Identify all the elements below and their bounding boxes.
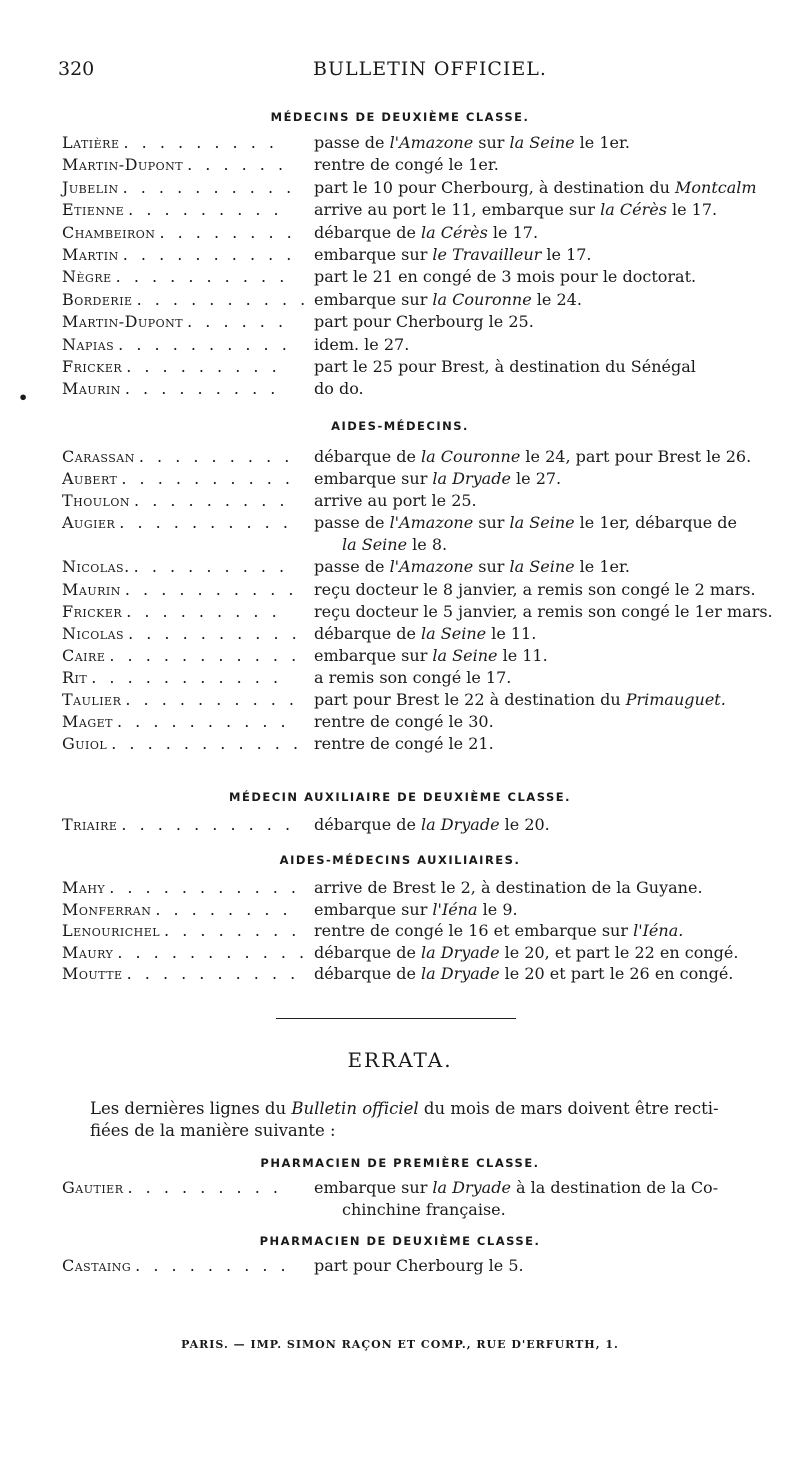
ship-name: la Dryade xyxy=(421,964,500,983)
entry-name: Augier xyxy=(62,513,116,533)
entry-name: Castaing xyxy=(62,1256,132,1275)
section-heading: MÉDECINS DE DEUXIÈME CLASSE. xyxy=(270,110,530,124)
entry-name: Monferran xyxy=(62,899,152,919)
entry-action: débarque de la Couronne le 24, part pour Brest le 26. xyxy=(314,447,752,466)
entry-action: arrive au port le 25. xyxy=(314,491,477,511)
entry-action: part le 21 en congé de 3 mois pour le doctorat. xyxy=(314,267,697,287)
ship-name: l'Iéna. xyxy=(633,921,684,940)
entry-name: Taulier xyxy=(62,690,122,709)
dot-leader: . . . . . . . . . xyxy=(138,447,294,466)
entry-action: part pour Cherbourg le 25. xyxy=(314,312,534,332)
entry-action: embarque sur la Dryade le 27. xyxy=(314,469,562,489)
dot-leader: . . . . . . . . . . . xyxy=(111,734,303,754)
errata-intro-line: Les dernières lignes du Bulletin officiel du mois de mars doivent être recti- xyxy=(90,1099,719,1118)
ship-name: la Dryade xyxy=(432,1178,511,1197)
entry-action: passe de l'Amazone sur la Seine le 1er, débarque de xyxy=(314,513,738,533)
entry-action: part le 25 pour Brest, à destination du Sénégal xyxy=(314,357,696,376)
entry-name: Chambeiron xyxy=(62,222,156,242)
entry-action: embarque sur le Travailleur le 17. xyxy=(314,245,592,264)
errata-intro xyxy=(90,1098,770,1142)
ship-name: la Seine xyxy=(509,133,575,152)
ship-name: Primauguet. xyxy=(625,690,726,709)
section-heading: AIDES-MÉDECINS. xyxy=(331,419,469,433)
entry-action: part pour Brest le 22 à destination du Primauguet. xyxy=(314,690,726,709)
dot-leader: . . . . . . . . . . xyxy=(115,267,289,287)
entry-name: Moutte xyxy=(62,964,123,983)
ship-name: l'Amazone xyxy=(389,557,474,577)
ship-name: Bulletin officiel xyxy=(291,1099,419,1118)
entry-action: débarque de la Dryade le 20, et part le 22 en congé. xyxy=(314,942,739,962)
entry-name: Nègre xyxy=(62,267,112,287)
dot-leader: . . . . . . xyxy=(187,312,288,332)
dot-leader: . . . . . . . . . . . xyxy=(91,667,283,687)
entry-name: Maurin xyxy=(62,379,121,399)
entry-name: Martin-Dupont xyxy=(62,312,184,332)
dot-leader: . . . . . . . . . . xyxy=(122,177,296,197)
entry-action: part pour Cherbourg le 5. xyxy=(314,1256,524,1275)
dot-leader: . . . . . . . . . . . xyxy=(117,942,309,962)
entry-name: Thoulon xyxy=(62,491,131,511)
entry-action: embarque sur la Seine le 11. xyxy=(314,645,548,665)
entry-name: Carassan xyxy=(62,447,135,466)
running-head xyxy=(58,58,760,88)
dot-leader: . . . . . . . . . . xyxy=(118,334,291,354)
entry-action: arrive au port le 11, embarque sur la Cérès le 17. xyxy=(314,200,718,220)
ship-name: la Dryade xyxy=(432,469,511,489)
entry-action: passe de l'Amazone sur la Seine le 1er. xyxy=(314,557,630,577)
entry-continuation: la Seine le 8. xyxy=(342,535,448,555)
entry-name: Guiol xyxy=(62,734,108,754)
entry-name: Mahy xyxy=(62,878,106,897)
entry-name: Borderie xyxy=(62,289,133,309)
dot-leader: . . . . . . . . . . . xyxy=(109,878,300,897)
ship-name: la Seine xyxy=(421,623,487,643)
ship-name: l'Amazone xyxy=(389,513,474,533)
ship-name: la Seine xyxy=(509,513,575,533)
entry-action: débarque de la Dryade le 20 et part le 26 en congé. xyxy=(314,964,734,983)
dot-leader: . . . . . . . . . xyxy=(126,357,281,376)
dot-leader: . . . . . . . . . xyxy=(126,601,281,621)
entry-action: débarque de la Cérès le 17. xyxy=(314,222,539,242)
entry-action: passe de l'Amazone sur la Seine le 1er. xyxy=(314,133,630,152)
entry-name: Etienne xyxy=(62,200,125,220)
dot-leader: . . . . . . . . xyxy=(155,899,292,919)
ship-name: la Couronne xyxy=(432,289,532,309)
entry-action: reçu docteur le 5 janvier, a remis son congé le 1er mars. xyxy=(314,601,773,621)
dot-leader: . . . . . . . . . . xyxy=(119,513,292,533)
dot-leader: . . . . . . . . . xyxy=(123,133,278,152)
dot-leader: . . . . . . . . . xyxy=(127,1178,282,1197)
entry-action: idem. le 27. xyxy=(314,334,410,354)
dot-leader: . . . . . . . . . . xyxy=(122,245,296,264)
entry-name: Jubelin xyxy=(62,177,119,197)
ship-name: la Seine xyxy=(509,557,575,577)
entry-name: Maurin xyxy=(62,579,121,599)
entry-action: rentre de congé le 1er. xyxy=(314,155,499,175)
dot-leader: . . . . . . . . xyxy=(164,921,301,940)
ship-name: l'Iéna xyxy=(432,899,478,919)
entry-action: embarque sur la Dryade à la destination de la Co- xyxy=(314,1178,719,1197)
dot-leader: . . . . . . . . . . xyxy=(124,579,298,599)
entry-name: Nicolas xyxy=(62,623,125,643)
entry-action: débarque de la Dryade le 20. xyxy=(314,815,550,834)
ship-name: la Dryade xyxy=(421,815,500,834)
entry-name: Maget xyxy=(62,712,113,732)
entry-name: Latière xyxy=(62,133,120,152)
dot-leader: . . . . . . . . xyxy=(159,222,296,242)
dot-leader: . . . . . . . . . xyxy=(124,379,280,399)
entry-action: rentre de congé le 16 et embarque sur l'Iéna. xyxy=(314,921,684,940)
dot-leader: . . . . . . . . . . xyxy=(116,712,290,732)
entry-action: arrive de Brest le 2, à destination de la Guyane. xyxy=(314,878,703,897)
ship-name: la Seine xyxy=(342,535,408,555)
margin-mark: • xyxy=(18,388,29,407)
dot-leader: . . . . . . . . . . xyxy=(121,469,295,489)
entry-name: Caire xyxy=(62,645,106,665)
dot-leader: . . . . . . . . . . . xyxy=(109,645,301,665)
printer-imprint: PARIS. — IMP. SIMON RAÇON ET COMP., RUE D'ERFURTH, 1. xyxy=(181,1338,619,1351)
entry-name: Maury xyxy=(62,942,114,962)
dot-leader: . . . . . . . . . xyxy=(128,200,283,220)
dot-leader: . . . . . . . . . xyxy=(135,1256,290,1275)
entry-name: Napias xyxy=(62,334,115,354)
entry-action: reçu docteur le 8 janvier, a remis son congé le 2 mars. xyxy=(314,579,756,599)
entry-action: débarque de la Seine le 11. xyxy=(314,623,537,643)
running-title: BULLETIN OFFICIEL. xyxy=(313,58,547,80)
section-heading: MÉDECIN AUXILIAIRE DE DEUXIÈME CLASSE. xyxy=(229,790,571,804)
ship-name: Montcalm xyxy=(675,177,757,197)
entry-name: Aubert xyxy=(62,469,118,489)
dot-leader: . . . . . . . . . xyxy=(134,491,289,511)
entry-action: embarque sur l'Iéna le 9. xyxy=(314,899,518,919)
entry-action: part le 10 pour Cherbourg, à destination du Montcalm xyxy=(314,177,757,197)
ship-name: la Couronne xyxy=(421,447,521,466)
entry-action: embarque sur la Couronne le 24. xyxy=(314,289,582,309)
dot-leader: . . . . . . . . . . xyxy=(121,815,295,834)
section-heading: PHARMACIEN DE DEUXIÈME CLASSE. xyxy=(259,1234,541,1248)
dot-leader: . . . . . . xyxy=(187,155,288,175)
section-heading: AIDES-MÉDECINS AUXILIAIRES. xyxy=(279,853,521,867)
dot-leader: . . . . . . . . . . xyxy=(128,623,301,643)
ship-name: la Cérès xyxy=(421,222,488,242)
entry-action: a remis son congé le 17. xyxy=(314,667,512,687)
ship-name: la Seine xyxy=(432,645,498,665)
dot-leader: . . . . . . . . . . xyxy=(126,964,300,983)
entry-name: Martin xyxy=(62,245,119,264)
ship-name: la Dryade xyxy=(421,942,500,962)
ship-name: l'Amazone xyxy=(389,133,474,152)
entry-name: Gautier xyxy=(62,1178,124,1197)
section-rule xyxy=(276,1018,516,1019)
entry-name: Fricker xyxy=(62,601,123,621)
errata-title: ERRATA. xyxy=(347,1048,453,1072)
dot-leader: . . . . . . . . . xyxy=(133,557,289,577)
entry-action: rentre de congé le 21. xyxy=(314,734,494,754)
ship-name: la Cérès xyxy=(600,200,667,220)
entry-continuation: chinchine française. xyxy=(342,1200,506,1219)
dot-leader: . . . . . . . . . . xyxy=(125,690,298,709)
entry-name: Lenourichel xyxy=(62,921,161,940)
entry-action: do do. xyxy=(314,379,364,399)
dot-leader: . . . . . . . . . . xyxy=(136,289,310,309)
entry-name: Martin-Dupont xyxy=(62,155,184,175)
entry-name: Nicolas. xyxy=(62,557,130,577)
entry-name: Rit xyxy=(62,667,88,687)
section-heading: PHARMACIEN DE PREMIÈRE CLASSE. xyxy=(260,1156,540,1170)
entry-action: rentre de congé le 30. xyxy=(314,712,494,732)
errata-intro-line: fiées de la manière suivante : xyxy=(90,1121,336,1140)
entry-name: Triaire xyxy=(62,815,118,834)
entry-name: Fricker xyxy=(62,357,123,376)
ship-name: le Travailleur xyxy=(432,245,542,264)
page-number: 320 xyxy=(58,58,95,80)
